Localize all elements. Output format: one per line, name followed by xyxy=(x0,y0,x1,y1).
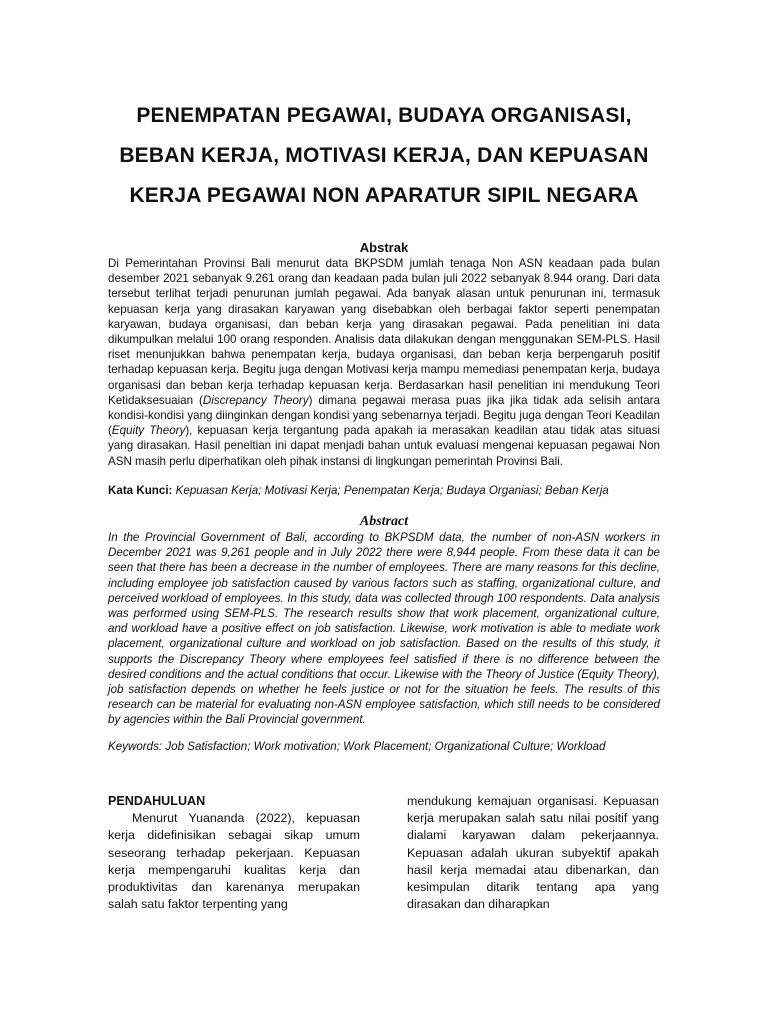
pendahuluan-right-text: mendukung kemajuan organisasi. Kepuasan kerja merupakan salah satu nilai positif yang dialami karyawan dalam pekerjaannya. Kepuasan adalah ukuran subyektif apakah hasil kerja memadai atau dibenarkan, dan kesimpulan ditarik tentang apa yang dirasakan dan diharapkan xyxy=(407,794,659,912)
kata-kunci-value: Kepuasan Kerja; Motivasi Kerja; Penempatan Kerja; Budaya Organiasi; Beban Kerja xyxy=(175,484,609,497)
abstrak-part-2: Discrepancy Theory xyxy=(202,393,309,407)
abstract-text: In the Provincial Government of Bali, according to BKPSDM data, the number of non-ASN workers in December 2021 was 9,261 people and in July 2022 there were 8,944 people. From these data it can be seen that there has been a decrease in the number of employees. There are many reasons for this decline, including employee job satisfaction caused by various factors such as staffing, organizational culture, and perceived workload of employees. In this study, data was collected through 100 respondents. Data analysis was performed using SEM-PLS. The research results show that work placement, organizational culture, and workload have a positive effect on job satisfaction. Likewise, work motivation is able to mediate work placement, organizational culture and workload on job satisfaction. Based on the results of this study, it supports the Discrepancy Theory where employees feel satisfied if there is no difference between the desired conditions and the actual conditions that occur. Likewise with the Theory of Justice (Equity Theory), job satisfaction depends on whether he feels justice or not for the situation he feels. The results of this research can be material for evaluating non-ASN employee satisfaction, which still needs to be considered by agencies within the Bali Provincial government. xyxy=(108,531,660,727)
pendahuluan-heading: PENDAHULUAN xyxy=(108,794,206,808)
body-column-left xyxy=(108,793,360,913)
paper-title xyxy=(80,96,688,216)
body-column-right xyxy=(407,793,659,913)
title-line-3: KERJA PEGAWAI NON APARATUR SIPIL NEGARA xyxy=(129,184,639,207)
pendahuluan-left-text: Menurut Yuananda (2022), kepuasan kerja didefinisikan sebagai sikap umum seseorang terhadap pekerjaan. Kepuasan kerja mempengaruhi kualitas kerja dan produktivitas dan karenanya merupakan salah satu faktor terpenting yang xyxy=(108,811,360,912)
abstrak-part-4: Equity Theory xyxy=(111,424,186,438)
abstract-heading: Abstract xyxy=(359,514,409,529)
abstrak-text xyxy=(108,256,660,469)
abstrak-part-3: ) dimana pegawai merasa puas jika jika tidak ada selisih antara kondisi-kondisi yang diinginkan dengan kondisi yang sebenarnya terjadi. Begitu juga dengan Teori Keadilan ( xyxy=(108,393,660,438)
title-line-2: BEBAN KERJA, MOTIVASI KERJA, DAN KEPUASAN xyxy=(119,144,649,167)
keywords: Keywords: Job Satisfaction; Work motivation; Work Placement; Organizational Culture; Workload xyxy=(108,740,606,753)
title-line-1: PENEMPATAN PEGAWAI, BUDAYA ORGANISASI, xyxy=(136,104,632,127)
abstrak-part-1: Di Pemerintahan Provinsi Bali menurut data BKPSDM jumlah tenaga Non ASN keadaan pada bulan desember 2021 sebanyak 9.261 orang dan keadaan pada bulan juli 2022 sebanyak 8.944 orang. Dari data tersebut terlihat terjadi penurunan jumlah pegawai. Ada banyak alasan untuk penurunan ini, termasuk kepuasan kerja yang dirasakan karyawan yang disebabkan oleh berbagai faktor seperti penempatan karyawan, budaya organisasi, dan beban kerja yang dirasakan pegawai. Pada penelitian ini data dikumpulkan melalui 100 orang responden. Analisis data dilakukan dengan menggunakan SEM-PLS. Hasil riset menunjukkan bahwa penempatan kerja, budaya organisasi, dan beban kerja berpengaruh positif terhadap kepuasan kerja. Begitu juga dengan Motivasi kerja mampu memediasi penempatan kerja, budaya organisasi dan beban kerja terhadap kepuasan kerja. Berdasarkan hasil penelitian ini mendukung Teori Ketidaksesuaian ( xyxy=(108,257,660,407)
abstrak-part-5: ), kepuasan kerja tergantung pada apakah ia merasakan keadilan atau tidak atas situasi yang dirasakan. Hasil peneltian ini dapat menjadi bahan untuk evaluasi mengenai kepuasan pegawai Non ASN masih perlu diperhatikan oleh pihak instansi di lingkungan pemerintah Provinsi Bali. xyxy=(108,424,660,468)
abstrak-heading: Abstrak xyxy=(359,240,409,255)
kata-kunci xyxy=(108,484,660,497)
kata-kunci-label: Kata Kunci: xyxy=(108,484,173,497)
